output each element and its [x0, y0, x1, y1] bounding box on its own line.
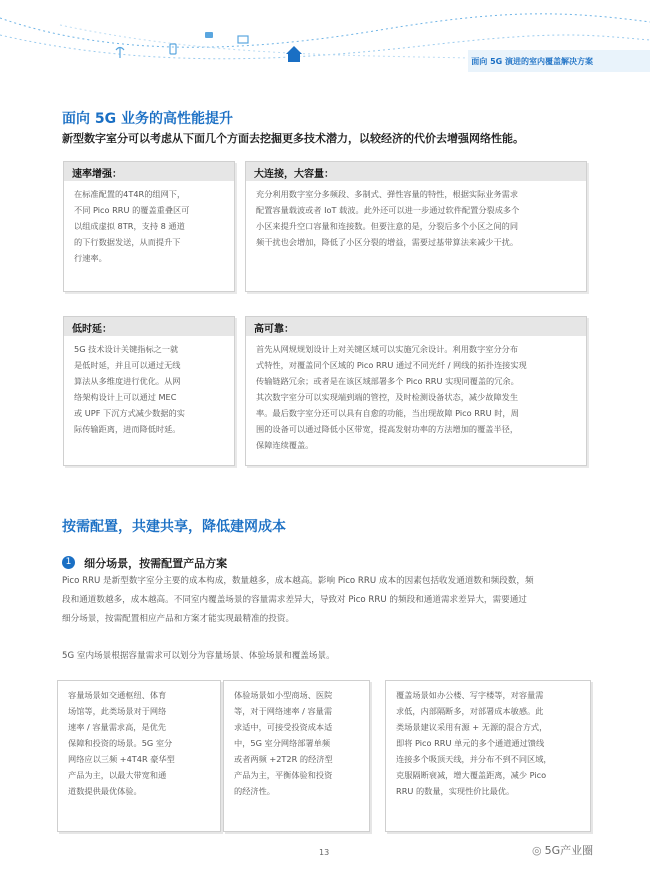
- box-title: 速率增强：: [64, 162, 234, 181]
- box-body: 在标准配置的4T4R的组网下， 不同 Pico RRU 的覆盖重叠区可 以组成虚拟 8TR，支持 8 通道 的下行数据发送，从而提升下 行速率。: [74, 189, 190, 263]
- box-title: 大连接，大容量：: [246, 162, 586, 181]
- page-number: 13: [319, 848, 330, 857]
- scenario-box-experience: 体验场景如小型商场、医院 等，对于网络速率 / 容量需 求适中，可接受投资成本适 中，5G 室分网络部署单频 或者两频 +2T2R 的经济型 产品为主，平衡体验和投资 的经济性。: [223, 680, 370, 832]
- monitor-icon: [238, 36, 248, 43]
- box-large-connection: [245, 161, 587, 292]
- number-badge: 1: [62, 556, 75, 569]
- section-heading-cost: 按需配置，共建共享，降低建网成本: [62, 519, 286, 535]
- box-body: 充分利用数字室分多频段、多制式、弹性容量的特性，根据实际业务需求 配置容量载波或者 IoT 载波。此外还可以进一步通过软件配置分裂成多个 小区来提升空口容量和连接数。但要注意的是，分裂后多个小区之间的同 频干扰也会增加，降低了小区分裂的增益，需要过基带算法来减少干扰。: [256, 189, 520, 247]
- wechat-icon: ◎: [532, 844, 542, 857]
- sub-heading-text: 细分场景，按需配置产品方案: [84, 556, 228, 570]
- box-body: 首先从网规规划设计上对关键区域可以实施冗余设计。利用数字室分分布 式特性，对覆盖同个区域的 Pico RRU 通过不同光纤 / 网线的拓扑连接实现 传输链路冗余；或者是在该区域部署多个 Pico RRU 实现同覆盖的冗余。 其次数字室分可以实现端到端的管控，及时检测设备状态，减少故障发生 率。最后数字室分还可以具有自愈的功能，当出现故障 Pico RRU 时，周 围的设备可以通过降低小区带宽，提高发射功率的方法增加的覆盖半径， 保障连续覆盖。: [256, 344, 527, 450]
- box-title: 高可靠：: [246, 317, 586, 336]
- brand-watermark: ◎ 5G产业圈: [532, 844, 594, 857]
- house-icon: [286, 46, 302, 62]
- sub-heading: [62, 552, 227, 568]
- box-body: 5G 技术设计关键指标之一就 是低时延，并且可以通过无线 算法从多维度进行优化。从网 络架构设计上可以通过 MEC 或 UPF 下沉方式减少数据的实 际传输距离，进而降低时延。: [74, 344, 185, 434]
- phone-icon: [170, 44, 176, 54]
- scenario-box-capacity: 容量场景如交通枢纽、体育 场馆等，此类场景对于网络 速率 / 容量需求高，是优先 保障和投资的场景。5G 室分 网络应以三频 +4T4R 豪华型 产品为主，以最大带宽和通 道数提供最优体验。: [57, 680, 221, 832]
- camera-icon: [205, 32, 213, 38]
- scenario-box-coverage: 覆盖场景如办公楼、写字楼等，对容量需 求低，内部隔断多，对部署成本敏感。此 类场景建议采用有源 + 无源的混合方式， 即将 Pico RRU 单元的多个通道通过馈线 连接多个吸顶天线，并分布不到不同区域， 克服隔断衰减，增大覆盖距离，减少 Pico RRU 的数量，实现性价比最优。: [385, 680, 591, 832]
- header-title: 面向 5G 演进的室内覆盖解决方案: [471, 57, 593, 66]
- box-high-reliability: [245, 316, 587, 466]
- box-rate-enhancement: [63, 161, 235, 292]
- paragraph-scenarios: 5G 室内场景根据容量需求可以划分为容量场景、体验场景和覆盖场景。: [62, 651, 335, 661]
- section-lead: 新型数字室分可以考虑从下面几个方面去挖掘更多技术潜力，以较经济的代价去增强网络性能。: [62, 132, 524, 145]
- paragraph-cost: Pico RRU 是新型数字室分主要的成本构成，数量越多，成本越高。影响 Pico RRU 成本的因素包括收发通道数和频段数，频 段和通道数越多，成本越高。不同室内覆盖场景的容量需求差异大，导致对 Pico RRU 的频段和通道需求差异大，需要通过 细分场景，按需配置相应产品和方案才能实现最精准的投资。: [62, 576, 534, 624]
- box-title: 低时延：: [64, 317, 234, 336]
- antenna-icon: [116, 48, 124, 59]
- box-low-latency: [63, 316, 235, 466]
- section-heading-performance: 面向 5G 业务的高性能提升: [62, 111, 233, 127]
